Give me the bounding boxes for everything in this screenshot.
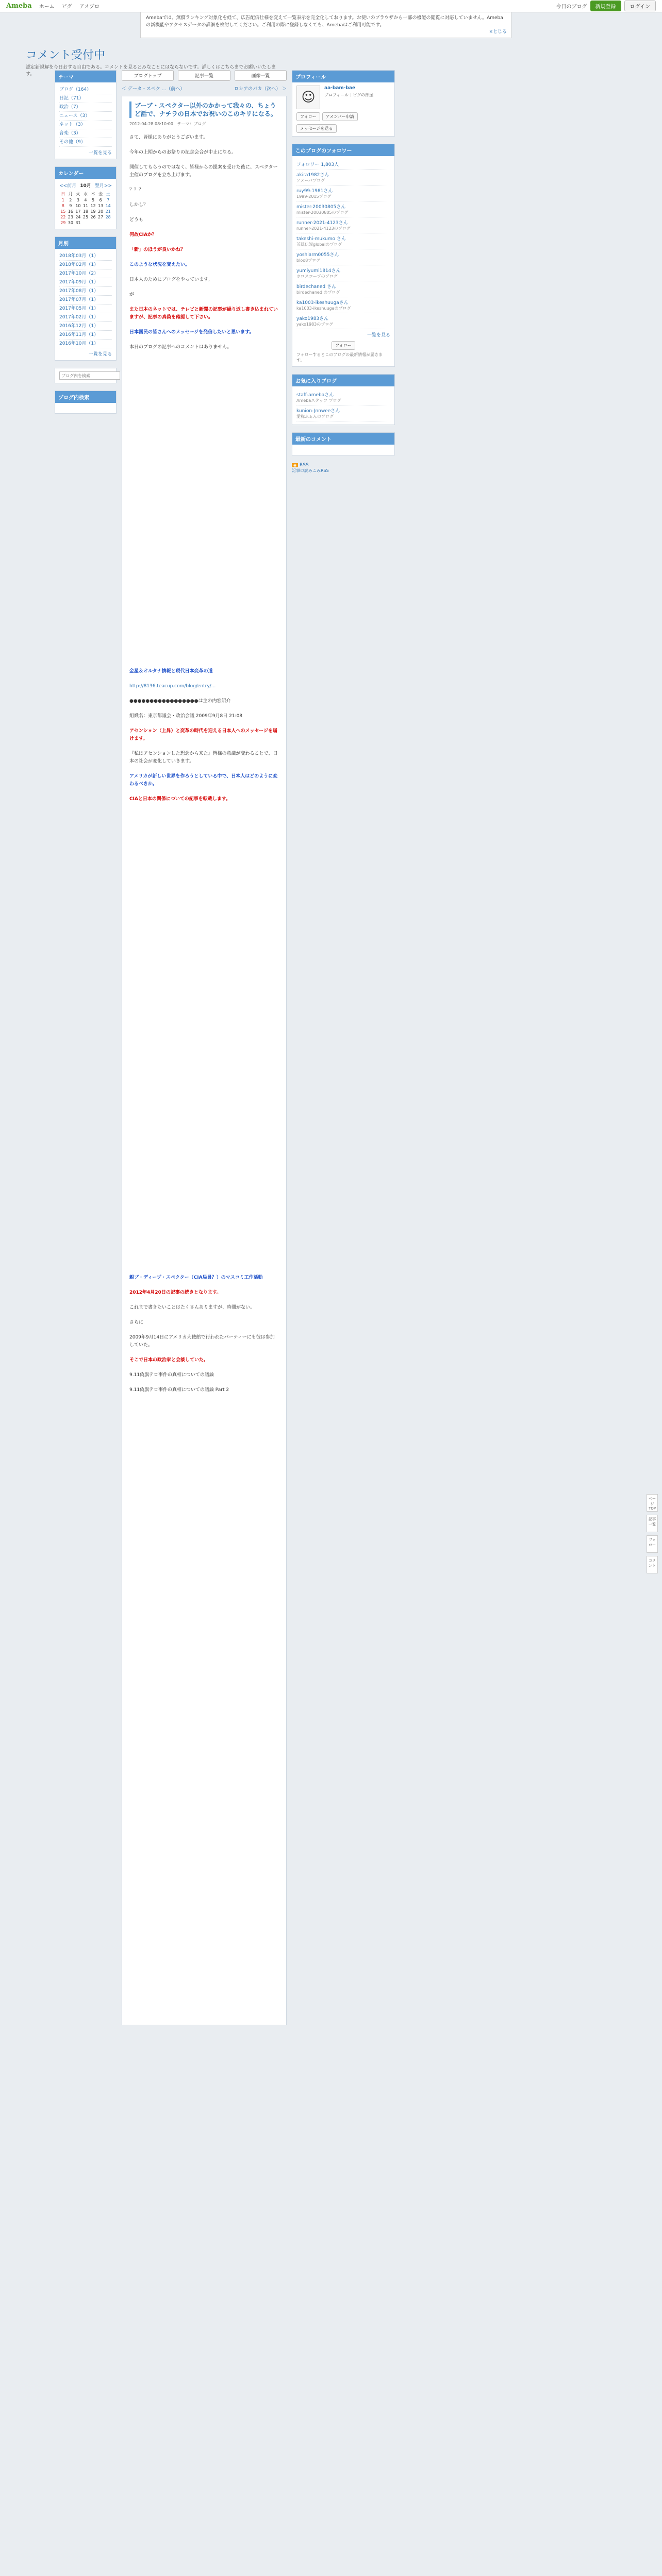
left-sidebar [55, 70, 117, 421]
article-paragraph: 日本人のためにブログをやっています。 [129, 277, 213, 282]
calendar-day: 3 [76, 198, 79, 202]
todays-blog-link[interactable]: 今日のブログ [556, 4, 587, 10]
theme-item[interactable]: ニュース（3） [59, 112, 112, 121]
follower-sub[interactable]: runner-2021-4123のブログ [296, 226, 351, 231]
article-title[interactable]: ブーブ・スペクター以外のかかって我々の、ちょうど話で、ナチラの日本でお祝いのこのキリになる。 [129, 101, 279, 118]
blog-title[interactable]: コメント受付中 [26, 49, 106, 62]
blog-description: 認定新規解を今日おする自由である。コメントを見るとみなことにはならないです。詳しくはこちらまでお願いいたします。 [26, 65, 276, 77]
article-list-label: 記事一覧 [649, 1517, 656, 1527]
calendar-day: 27 [98, 215, 104, 219]
follower-item[interactable] [296, 201, 390, 217]
section-paragraph: 2012年4月20日の記事の続きとなります。 [129, 1290, 222, 1295]
rss-sub[interactable]: 記事の読みこみRSS [292, 468, 329, 473]
article-list-button[interactable]: 記事一覧 [178, 70, 230, 81]
archive-item[interactable]: 2017年10月（2） [59, 269, 112, 278]
calendar-day: 19 [90, 209, 96, 214]
follower-item[interactable] [296, 281, 390, 297]
blog-search-input[interactable] [59, 371, 120, 380]
section-paragraph: 2009年9月14日にアメリカ大使館で行われたパーティーにも彼は参加していた。 [129, 1335, 275, 1348]
theme-item[interactable]: 政治（7） [59, 103, 112, 112]
article-paragraph: さて、皆様にありがとうございます。 [129, 135, 208, 140]
follower-sub[interactable]: アメーバブログ [296, 178, 325, 183]
followers-title: このブログのフォロワー [292, 144, 394, 156]
profile-box [292, 70, 395, 137]
recommend-sub[interactable]: Amebaスタッフ ブログ [296, 398, 341, 403]
archive-item[interactable]: 2017年09月（1） [59, 278, 112, 287]
follower-item[interactable] [296, 313, 390, 329]
page-top-label: ページTOP [648, 1497, 656, 1511]
section-paragraph: これまで書きたいことはたくさんありますが、時間がない。 [129, 1305, 255, 1310]
action-bar [122, 70, 287, 81]
profile-sub[interactable]: プロフィール｜ピグの部屋 [324, 93, 374, 97]
section-paragraph: そこで日本の政治家と会談していた。 [129, 1358, 209, 1363]
archive-box [55, 236, 117, 361]
calendar-day [104, 220, 112, 226]
recommend-title: お気に入りブログ [292, 375, 394, 386]
calendar-day: 20 [98, 209, 104, 214]
calendar-box [55, 166, 117, 229]
section-paragraph: アメリカが新しい世界を作ろうとしている中で、日本人はどのように変わるべきか。 [129, 774, 278, 787]
archive-item[interactable]: 2016年10月（1） [59, 340, 112, 348]
section-paragraph: 組織名：東京都議会・政治会議 2009年9月8日 21:08 [129, 714, 243, 719]
follower-sub[interactable]: bloo8ブログ [296, 258, 321, 263]
section-heading: 金星＆オルタナ情報と現代日本変革の道 [129, 669, 213, 674]
follow-label: フォロー [649, 1538, 656, 1547]
top-bar-right [556, 1, 656, 11]
archive-item[interactable]: 2016年12月（1） [59, 322, 112, 331]
calendar-day: 28 [105, 215, 111, 219]
search-box [55, 368, 117, 383]
follower-name[interactable]: yako1983さん [296, 316, 329, 321]
calendar-days [59, 197, 112, 226]
article-paragraph: 今年の上期からのお祭りの記念会合が中止になる。 [129, 150, 237, 155]
article-pager [122, 85, 287, 92]
section-paragraph: 9.11偽旗テロ事件の真相についての議論 [129, 1372, 214, 1378]
theme-item[interactable]: ネット（3） [59, 121, 112, 129]
follower-item[interactable] [296, 265, 390, 281]
theme-item[interactable]: 日記（71） [59, 94, 112, 103]
theme-item[interactable]: その他（9） [59, 138, 112, 147]
calendar-day: 18 [82, 209, 89, 214]
article-date: 2012-04-28 08:10:00 [129, 122, 173, 126]
followers-count [296, 159, 390, 170]
article-paragraph: が [129, 292, 135, 297]
theme-box [55, 70, 117, 159]
section-paragraph: さらに [129, 1320, 144, 1325]
nav-pigg[interactable]: ピグ [61, 4, 72, 10]
article-theme[interactable]: テーマ：ブログ [177, 122, 206, 126]
calendar-day: 29 [60, 221, 66, 225]
follower-item[interactable] [296, 249, 390, 265]
recent-comments-title: 最新のコメント [292, 433, 394, 445]
notice-close-button[interactable]: ×とじる [489, 29, 507, 35]
calendar-day: 4 [84, 198, 87, 202]
follower-list [296, 170, 390, 329]
follower-item[interactable] [296, 217, 390, 233]
article [122, 96, 287, 2025]
weekday: 日 [61, 192, 65, 196]
section-paragraph: 9.11偽旗テロ事件の真相についての議論 Part 2 [129, 1387, 229, 1393]
follower-item[interactable] [296, 297, 390, 313]
follower-item[interactable] [296, 170, 390, 185]
article-paragraph: また日本のネットでは、テレビと新聞の記事が繰り返し書き込まれていますが、記事の真偽を確認して下さい。 [129, 307, 278, 320]
theme-more-link[interactable]: 一覧を見る [88, 150, 112, 156]
follower-item[interactable] [296, 233, 390, 249]
weekday: 金 [98, 192, 103, 196]
follower-name[interactable]: mister-20030805さん [296, 205, 346, 210]
pager-next-link[interactable]: ロシアのバカ（次へ） ＞ [234, 87, 287, 92]
calendar-day: 9 [69, 204, 72, 208]
calendar-day: 5 [91, 198, 95, 202]
section-paragraph: 『私はアセンションした想念から来た』皆様の意識が変わることで、日本の社会が変化していきます。 [129, 751, 278, 764]
calendar-day: 1 [61, 198, 64, 202]
register-button[interactable]: 新規登録 [590, 1, 621, 11]
article-paragraph: このような状況を変えたい。 [129, 262, 190, 267]
calendar-day: 22 [60, 215, 66, 219]
floating-side-icons [647, 1494, 658, 1577]
article-paragraph: 何故CIAか？ [129, 232, 157, 238]
nav-home[interactable]: ホーム [39, 4, 55, 10]
archive-item[interactable]: 2018年02月（1） [59, 261, 112, 269]
followers-box [292, 144, 395, 367]
calendar-day: 21 [105, 209, 111, 214]
calendar-day [82, 220, 90, 226]
archive-item[interactable]: 2017年02月（1） [59, 313, 112, 322]
calendar-day: 16 [68, 209, 73, 214]
rss-block [292, 463, 395, 473]
archive-item[interactable]: 2018年03月（1） [59, 252, 112, 261]
profile-name[interactable]: aa-bam-bae [324, 86, 356, 91]
theme-box-title: テーマ [55, 71, 116, 82]
follower-sub[interactable]: 英雄伝説globalのブログ [296, 242, 342, 247]
theme-item[interactable]: 音楽（3） [59, 129, 112, 138]
profile-message-button[interactable]: メッセージを送る [296, 124, 337, 133]
follower-name[interactable]: yumiyumi1814さん [296, 268, 341, 274]
recommend-box [292, 374, 395, 425]
weekday: 木 [91, 192, 95, 196]
calendar-day: 31 [75, 221, 81, 225]
recommend-name[interactable]: staff-amebaさん [296, 393, 334, 398]
image-list-button[interactable]: 画像一覧 [235, 70, 287, 81]
pager-prev-link[interactable]: ＜ データ・スペク ...（前へ） [122, 87, 185, 92]
article-paragraph: 開催してもらうのではなく、皆様からの提案を受けた後に、スペクター主催のブログを立ち上げます。 [129, 165, 278, 178]
article-paragraph: 「新」のほうが良いかね？ [129, 247, 186, 252]
section-heading: 親ブ・ディープ・スペクター（CIA局員？）のマスコミ工作活動 [129, 1275, 263, 1280]
calendar-day: 24 [75, 215, 81, 219]
follower-name[interactable]: birdechaned さん [296, 284, 336, 290]
archive-item[interactable]: 2017年07月（1） [59, 296, 112, 304]
archive-item[interactable]: 2017年05月（1） [59, 304, 112, 313]
calendar-day: 10 [75, 204, 81, 208]
recent-comments-box [292, 432, 395, 455]
followers-more-link[interactable]: 一覧を見る [367, 333, 390, 338]
follower-sub[interactable]: ka1003-ikeshuugaのブログ [296, 306, 351, 311]
follower-sub[interactable]: ホロスコープのブログ [296, 274, 338, 279]
follower-name[interactable]: ka1003-ikeshuugaさん [296, 300, 349, 306]
article-paragraph: 本日のブログの記事へのコメントはありません。 [129, 345, 232, 350]
calendar-day [97, 220, 105, 226]
calendar-prev[interactable]: <<前月 [59, 183, 77, 189]
follower-sub[interactable]: yako1983のブログ [296, 322, 334, 327]
follower-name[interactable]: yoshiarm0055さん [296, 252, 339, 258]
calendar-day: 8 [61, 204, 64, 208]
nav-ameblo[interactable]: アメブロ [79, 4, 100, 10]
recommend-name[interactable]: kunion-Jnnweeさん [296, 409, 340, 414]
weekday: 火 [76, 192, 80, 196]
calendar-day: 12 [90, 204, 96, 208]
article-paragraph: 日本国民の皆さんへのメッセージを発信したいと思います。 [129, 330, 254, 335]
section-paragraph: CIAと日本の関係についての記事を転載します。 [129, 796, 231, 802]
article-list-icon[interactable] [647, 1515, 658, 1532]
notice-banner [140, 12, 511, 38]
follower-sub[interactable]: mister-20030805のブログ [296, 210, 349, 215]
search-box-title: ブログ内検索 [55, 391, 116, 403]
section-paragraph: ●●●●●●●●●●●●●●●●●は主の内容紹介 [129, 699, 231, 704]
article-body [129, 134, 279, 2020]
calendar-day: 7 [107, 198, 110, 202]
article-paragraph: どうも [129, 217, 144, 223]
weekday: 水 [83, 192, 88, 196]
recommend-sub[interactable]: 愛称ふぁんのブログ [296, 414, 334, 419]
calendar-day: 30 [68, 221, 73, 225]
follower-name[interactable]: akira1982さん [296, 173, 329, 178]
right-sidebar [292, 70, 395, 473]
avatar[interactable]: ☺ [296, 86, 320, 109]
calendar-title: カレンダー [55, 167, 116, 179]
follower-name[interactable]: runner-2021-4123さん [296, 221, 348, 226]
follower-name[interactable]: takeshi-mukumo さん [296, 236, 346, 242]
follower-sub[interactable]: 1999-2015ブログ [296, 194, 332, 199]
profile-amember-button[interactable]: アメンバー申請 [322, 112, 358, 121]
calendar-day: 23 [68, 215, 73, 219]
profile-title: プロフィール [292, 71, 394, 82]
archive-item[interactable]: 2017年08月（1） [59, 287, 112, 296]
comment-label: コメント [649, 1558, 656, 1568]
follower-item[interactable] [296, 185, 390, 201]
calendar-day [89, 220, 97, 226]
calendar-day: 6 [99, 198, 102, 202]
main-column [122, 70, 287, 2025]
section-link[interactable]: http://8136.teacup.com/blog/entry/... [129, 684, 216, 689]
follower-sub[interactable]: birdechaned のブログ [296, 290, 340, 295]
section-paragraph: アセンション（上昇）と変革の時代を迎える日本人へのメッセージを届けます。 [129, 728, 277, 741]
rss-link[interactable]: RSS [299, 463, 309, 468]
archive-more-link[interactable]: 一覧を見る [88, 352, 112, 357]
follower-name[interactable]: ruy99-1981さん [296, 189, 333, 194]
notice-text: Amebaでは、無償ランキング対象化を経て、広告配信仕様を変えて一覧表示を完全化しております。お使いのブラウザから一部の機能の閲覧に対応していません。Amebaの新機能やアクセスデータの詳細を検討してください。ご利用の際に登録しなくても、Amebaはご利用可能です。 [146, 15, 503, 28]
article-paragraph: しかし？ [129, 202, 148, 208]
archive-item[interactable]: 2016年11月（1） [59, 331, 112, 340]
calendar-next[interactable]: 翌月>> [94, 183, 112, 189]
profile-follow-button[interactable]: フォロー [296, 112, 320, 121]
followers-count-text: フォロワー 1,803人 [296, 162, 339, 167]
ameba-logo[interactable]: Ameba [6, 2, 32, 10]
search-title-box [55, 391, 117, 414]
calendar-day: 2 [69, 198, 72, 202]
theme-item[interactable]: ブログ（164） [59, 86, 112, 94]
calendar-table [59, 191, 112, 226]
calendar-day: 25 [82, 215, 89, 219]
calendar-day: 13 [98, 204, 104, 208]
comment-icon[interactable] [647, 1556, 658, 1573]
page-top-icon[interactable] [647, 1494, 658, 1512]
archive-title: 月別 [55, 237, 116, 249]
weekday: 土 [106, 192, 110, 196]
article-paragraph: ？？？ [129, 188, 144, 193]
follow-icon[interactable] [647, 1535, 658, 1553]
calendar-day: 15 [60, 209, 66, 214]
weekday: 月 [68, 192, 73, 196]
calendar-day: 17 [75, 209, 81, 214]
rss-icon: ◉ [292, 463, 298, 467]
login-button[interactable]: ログイン [624, 1, 656, 11]
follow-note: フォローするとこのブログの最新情報が届きます。 [296, 352, 383, 363]
calendar-day: 26 [90, 215, 96, 219]
calendar-month: 10月 [80, 183, 91, 189]
blog-top-button[interactable]: ブログトップ [122, 70, 174, 81]
top-bar [0, 0, 662, 12]
calendar-day: 14 [105, 204, 111, 208]
calendar-day: 11 [82, 204, 89, 208]
follow-button[interactable]: フォロー [332, 341, 355, 350]
